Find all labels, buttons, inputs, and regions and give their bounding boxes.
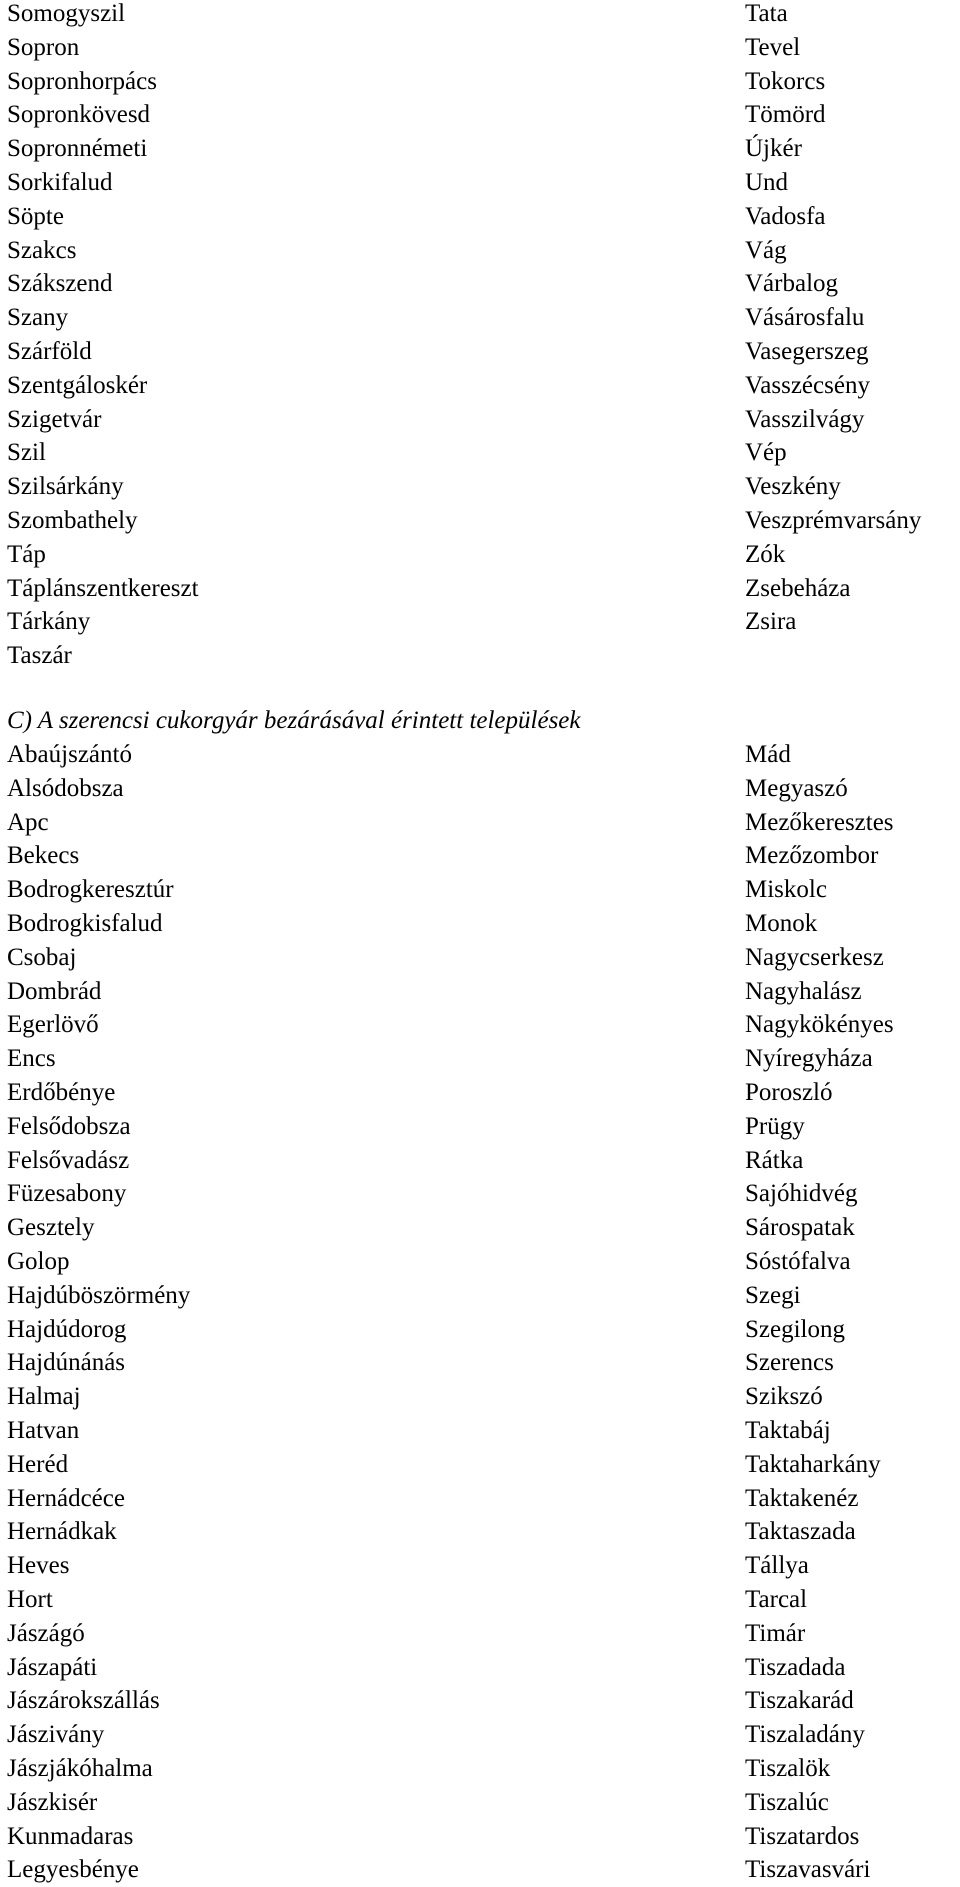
settlement-name: Heves	[7, 1552, 70, 1580]
settlement-name: Szakcs	[7, 236, 77, 264]
settlement-name: Hernádcéce	[7, 1484, 125, 1512]
settlement-name: Sopronkövesd	[7, 101, 151, 129]
settlement-name: Alsódobsza	[7, 774, 124, 802]
settlement-name: Szákszend	[7, 270, 113, 298]
settlement-name: Hatvan	[7, 1416, 80, 1444]
settlement-name: Zsira	[745, 608, 797, 636]
section-c-heading: C) A szerencsi cukorgyár bezárásával érintett települések	[7, 707, 581, 734]
settlement-name: Bekecs	[7, 842, 80, 870]
settlement-name: Jászárokszállás	[7, 1687, 160, 1715]
settlement-name: Tiszakarád	[745, 1687, 854, 1715]
settlement-name: Veszkény	[745, 473, 841, 501]
settlement-name: Tevel	[745, 33, 801, 61]
settlement-name: Szerencs	[745, 1349, 834, 1377]
settlement-name: Vág	[745, 236, 787, 264]
settlement-name: Taszár	[7, 642, 72, 670]
settlement-name: Nagycserkesz	[745, 943, 884, 971]
settlement-name: Rátka	[745, 1146, 804, 1174]
settlement-name: Taktaharkány	[745, 1450, 881, 1478]
settlement-name: Söpte	[7, 202, 64, 230]
settlement-name: Kunmadaras	[7, 1822, 134, 1850]
settlement-name: Tarcal	[745, 1585, 808, 1613]
settlement-name: Vasszécsény	[745, 371, 870, 399]
settlement-name: Tiszaladány	[745, 1721, 865, 1749]
settlement-name: Hajdúböszörmény	[7, 1281, 191, 1309]
settlement-name: Bodrogkeresztúr	[7, 876, 174, 904]
settlement-name: Poroszló	[745, 1078, 833, 1106]
settlement-name: Tiszavasvári	[745, 1856, 871, 1884]
settlement-name: Encs	[7, 1045, 56, 1073]
settlement-name: Bodrogkisfalud	[7, 909, 163, 937]
settlement-name: Gesztely	[7, 1214, 95, 1242]
settlement-name: Prügy	[745, 1112, 805, 1140]
settlement-name: Vasszilvágy	[745, 405, 865, 433]
settlement-name: Szil	[7, 439, 46, 467]
settlement-name: Mád	[745, 741, 791, 768]
settlement-name: Zsebeháza	[745, 574, 851, 602]
settlement-name: Timár	[745, 1619, 806, 1647]
settlement-name: Tiszadada	[745, 1653, 846, 1681]
settlement-name: Tárkány	[7, 608, 91, 636]
settlement-name: Hajdúdorog	[7, 1315, 127, 1343]
settlement-name: Szany	[7, 304, 69, 332]
settlement-name: Sajóhidvég	[745, 1180, 858, 1208]
settlement-name: Hort	[7, 1585, 53, 1613]
settlement-name: Várbalog	[745, 270, 839, 298]
settlement-name: Vadosfa	[745, 202, 826, 230]
settlement-name: Egerlövő	[7, 1011, 99, 1039]
settlement-name: Legyesbénye	[7, 1856, 139, 1884]
settlement-name: Sárospatak	[745, 1214, 855, 1242]
settlement-name: Szegilong	[745, 1315, 845, 1343]
settlement-name: Táp	[7, 540, 46, 568]
settlement-name: Szikszó	[745, 1383, 823, 1411]
settlement-name: Jászjákóhalma	[7, 1754, 153, 1782]
settlement-name: Szegi	[745, 1281, 801, 1309]
settlement-list-continued-right	[745, 0, 921, 639]
settlement-name: Vasegerszeg	[745, 337, 869, 365]
settlement-name: Sopronhorpács	[7, 67, 157, 95]
settlement-name: Heréd	[7, 1450, 69, 1478]
settlement-name: Somogyszil	[7, 0, 126, 27]
settlement-name: Mezőkeresztes	[745, 808, 894, 836]
settlement-name: Nagykökényes	[745, 1011, 894, 1039]
settlement-name: Abaújszántó	[7, 741, 132, 768]
settlement-name: Tállya	[745, 1552, 809, 1580]
settlement-name: Szilsárkány	[7, 473, 124, 501]
settlement-name: Golop	[7, 1247, 70, 1275]
settlement-name: Dombrád	[7, 977, 102, 1005]
settlement-name: Felsődobsza	[7, 1112, 131, 1140]
settlement-name: Apc	[7, 808, 49, 836]
settlement-name: Und	[745, 168, 789, 196]
settlement-name: Tiszatardos	[745, 1822, 860, 1850]
settlement-name: Halmaj	[7, 1383, 81, 1411]
settlement-list-continued-left	[7, 0, 199, 673]
settlement-name: Jászkisér	[7, 1788, 98, 1816]
settlement-name: Táplánszentkereszt	[7, 574, 199, 602]
settlement-name: Szentgáloskér	[7, 371, 148, 399]
settlement-name: Felsővadász	[7, 1146, 130, 1174]
settlement-name: Tata	[745, 0, 788, 27]
settlement-name: Újkér	[745, 135, 802, 163]
settlement-name: Vép	[745, 439, 787, 467]
settlement-name: Tokorcs	[745, 67, 826, 95]
settlement-name: Monok	[745, 909, 818, 937]
settlement-name: Vásárosfalu	[745, 304, 865, 332]
settlement-name: Jászapáti	[7, 1653, 98, 1681]
settlement-name: Jászágó	[7, 1619, 85, 1647]
settlement-name: Tömörd	[745, 101, 826, 129]
settlement-name: Sopronnémeti	[7, 135, 148, 163]
settlement-name: Taktakenéz	[745, 1484, 859, 1512]
settlement-name: Taktaszada	[745, 1518, 856, 1546]
settlement-name: Erdőbénye	[7, 1078, 116, 1106]
settlement-name: Hernádkak	[7, 1518, 117, 1546]
settlement-name: Nyíregyháza	[745, 1045, 873, 1073]
settlement-name: Zók	[745, 540, 786, 568]
settlement-name: Megyaszó	[745, 774, 848, 802]
settlement-name: Sopron	[7, 33, 80, 61]
settlement-name: Jászivány	[7, 1721, 105, 1749]
settlement-name: Mezőzombor	[745, 842, 879, 870]
settlement-name: Füzesabony	[7, 1180, 127, 1208]
settlement-name: Csobaj	[7, 943, 77, 971]
settlement-name: Sorkifalud	[7, 168, 113, 196]
settlement-list-c-right	[745, 738, 894, 1887]
settlement-name: Tiszalök	[745, 1754, 831, 1782]
settlement-name: Miskolc	[745, 876, 827, 904]
settlement-name: Szombathely	[7, 506, 138, 534]
settlement-name: Szigetvár	[7, 405, 102, 433]
settlement-name: Veszprémvarsány	[745, 506, 922, 534]
settlement-name: Sóstófalva	[745, 1247, 851, 1275]
settlement-name: Nagyhalász	[745, 977, 862, 1005]
settlement-name: Taktabáj	[745, 1416, 831, 1444]
settlement-name: Hajdúnánás	[7, 1349, 126, 1377]
settlement-name: Szárföld	[7, 337, 92, 365]
settlement-list-c-left	[7, 738, 190, 1887]
settlement-name: Tiszalúc	[745, 1788, 829, 1816]
